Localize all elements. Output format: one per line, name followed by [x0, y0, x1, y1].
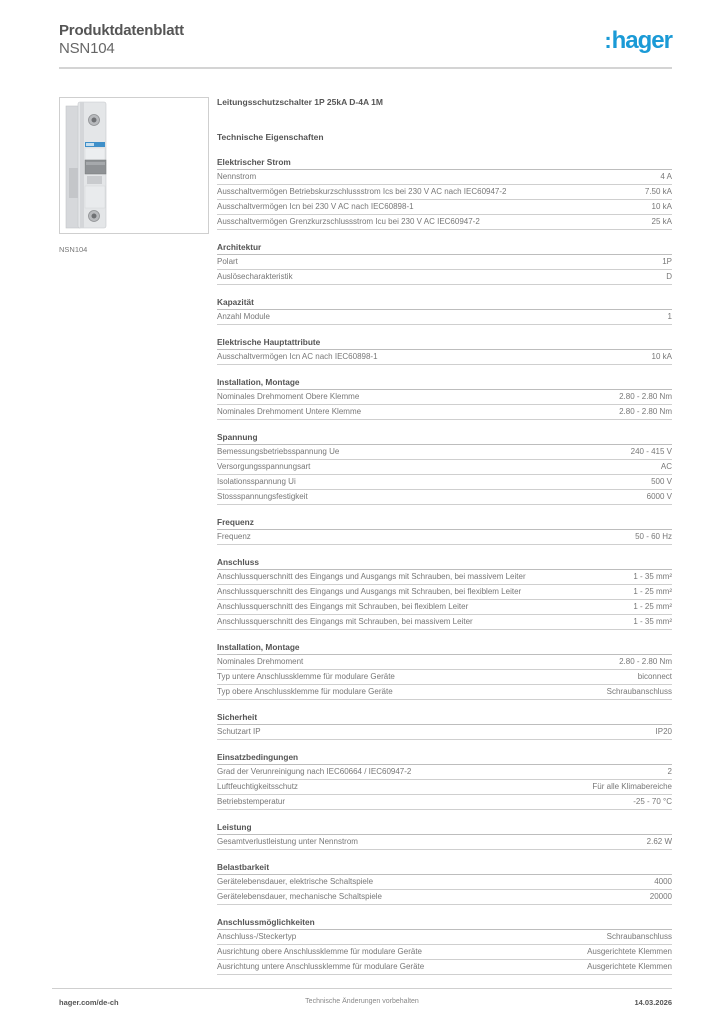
spec-label: Luftfeuchtigkeitsschutz: [217, 782, 298, 791]
logo-colon: :: [604, 28, 612, 53]
spec-row: [217, 255, 672, 270]
spec-value: 10 kA: [651, 202, 672, 211]
spec-content: [217, 96, 672, 975]
spec-row: [217, 570, 672, 585]
spec-value: 4 A: [660, 172, 672, 181]
section-title: Einsatzbedingungen: [217, 752, 672, 765]
spec-row: [217, 585, 672, 600]
spec-sections: [217, 157, 672, 975]
spec-row: [217, 795, 672, 810]
spec-row: [217, 445, 672, 460]
spec-section: [217, 917, 672, 975]
spec-row: [217, 270, 672, 285]
spec-value: Ausgerichtete Klemmen: [587, 947, 672, 956]
spec-value: 240 - 415 V: [630, 447, 672, 456]
logo-text: hager: [611, 27, 672, 54]
spec-row: [217, 890, 672, 905]
spec-row: [217, 460, 672, 475]
section-title: Belastbarkeit: [217, 862, 672, 875]
section-title: Installation, Montage: [217, 642, 672, 655]
spec-section: [217, 862, 672, 905]
technical-properties-heading: Technische Eigenschaften: [217, 132, 324, 142]
spec-value: 1: [667, 312, 672, 321]
spec-label: Anschlussquerschnitt des Eingangs mit Schrauben, bei massivem Leiter: [217, 617, 473, 626]
spec-label: Ausrichtung untere Anschlussklemme für modulare Geräte: [217, 962, 425, 971]
spec-value: 2: [667, 767, 672, 776]
spec-value: 25 kA: [651, 217, 672, 226]
spec-row: [217, 475, 672, 490]
spec-section: [217, 557, 672, 630]
spec-label: Betriebstemperatur: [217, 797, 286, 806]
spec-value: 2.80 - 2.80 Nm: [619, 392, 672, 401]
spec-row: [217, 835, 672, 850]
spec-value: 1 - 35 mm²: [633, 572, 672, 581]
section-title: Anschlussmöglichkeiten: [217, 917, 672, 930]
section-title: Elektrischer Strom: [217, 157, 672, 170]
spec-value: 1P: [662, 257, 672, 266]
circuit-breaker-icon: [60, 98, 208, 233]
spec-value: -25 - 70 °C: [633, 797, 672, 806]
section-title: Frequenz: [217, 517, 672, 530]
product-code: NSN104: [59, 40, 115, 57]
spec-label: Nominales Drehmoment: [217, 657, 304, 666]
spec-label: Versorgungsspannungsart: [217, 462, 311, 471]
spec-value: D: [666, 272, 672, 281]
section-title: Spannung: [217, 432, 672, 445]
spec-section: [217, 157, 672, 230]
spec-value: 2.80 - 2.80 Nm: [619, 407, 672, 416]
spec-label: Nominales Drehmoment Obere Klemme: [217, 392, 360, 401]
spec-row: [217, 655, 672, 670]
spec-label: Typ untere Anschlussklemme für modulare Geräte: [217, 672, 395, 681]
spec-row: [217, 960, 672, 975]
spec-label: Ausschaltvermögen Betriebskurzschlussstrom Ics bei 230 V AC nach IEC60947-2: [217, 187, 507, 196]
spec-label: Auslösecharakteristik: [217, 272, 293, 281]
spec-label: Isolationsspannung Ui: [217, 477, 296, 486]
spec-row: [217, 685, 672, 700]
spec-section: [217, 432, 672, 505]
document-type-title: Produktdatenblatt: [59, 22, 184, 39]
spec-row: [217, 765, 672, 780]
spec-section: [217, 822, 672, 850]
spec-value: 6000 V: [646, 492, 672, 501]
spec-value: 2.62 W: [646, 837, 672, 846]
spec-label: Stossspannungsfestigkeit: [217, 492, 308, 501]
spec-row: [217, 780, 672, 795]
footer-divider: [52, 988, 672, 989]
footer-disclaimer: Technische Änderungen vorbehalten: [305, 998, 419, 1005]
spec-label: Anschlussquerschnitt des Eingangs mit Schrauben, bei flexiblem Leiter: [217, 602, 469, 611]
product-image-caption: NSN104: [59, 245, 88, 254]
spec-row: [217, 615, 672, 630]
spec-section: [217, 712, 672, 740]
spec-value: AC: [660, 462, 672, 471]
spec-row: [217, 405, 672, 420]
footer-website-link[interactable]: hager.com/de-ch: [59, 998, 119, 1007]
hager-logo: [604, 27, 672, 55]
spec-value: Für alle Klimabereiche: [592, 782, 672, 791]
document-header: [59, 22, 184, 58]
spec-label: Gerätelebensdauer, mechanische Schaltspiele: [217, 892, 382, 901]
spec-row: [217, 725, 672, 740]
spec-label: Polart: [217, 257, 238, 266]
product-title: Leitungsschutzschalter 1P 25kA D-4A 1M: [217, 97, 383, 107]
spec-section: [217, 752, 672, 810]
spec-label: Ausschaltvermögen Icn bei 230 V AC nach IEC60898-1: [217, 202, 414, 211]
section-title: Architektur: [217, 242, 672, 255]
spec-row: [217, 670, 672, 685]
spec-row: [217, 310, 672, 325]
spec-row: [217, 215, 672, 230]
spec-row: [217, 490, 672, 505]
spec-label: Bemessungsbetriebsspannung Ue: [217, 447, 340, 456]
spec-label: Anschluss-/Steckertyp: [217, 932, 297, 941]
spec-value: Schraubanschluss: [606, 932, 672, 941]
spec-label: Ausrichtung obere Anschlussklemme für modulare Geräte: [217, 947, 422, 956]
spec-row: [217, 530, 672, 545]
spec-row: [217, 170, 672, 185]
spec-value: 2.80 - 2.80 Nm: [619, 657, 672, 666]
spec-value: 50 - 60 Hz: [635, 532, 672, 541]
spec-row: [217, 185, 672, 200]
spec-label: Typ obere Anschlussklemme für modulare Geräte: [217, 687, 393, 696]
spec-value: 1 - 25 mm²: [633, 602, 672, 611]
spec-value: 1 - 25 mm²: [633, 587, 672, 596]
spec-value: 20000: [649, 892, 672, 901]
spec-label: Anschlussquerschnitt des Eingangs und Ausgangs mit Schrauben, bei flexiblem Leiter: [217, 587, 522, 596]
spec-value: 500 V: [651, 477, 672, 486]
section-title: Anschluss: [217, 557, 672, 570]
spec-label: Anschlussquerschnitt des Eingangs und Ausgangs mit Schrauben, bei massivem Leiter: [217, 572, 526, 581]
spec-label: Anzahl Module: [217, 312, 270, 321]
header-divider: [59, 67, 672, 69]
footer-date: 14.03.2026: [634, 998, 672, 1007]
section-title: Kapazität: [217, 297, 672, 310]
spec-value: 7.50 kA: [644, 187, 672, 196]
spec-row: [217, 875, 672, 890]
spec-value: biconnect: [637, 672, 672, 681]
spec-label: Gerätelebensdauer, elektrische Schaltspiele: [217, 877, 374, 886]
spec-label: Ausschaltvermögen Grenzkurzschlussstrom Icu bei 230 V AC IEC60947-2: [217, 217, 480, 226]
spec-row: [217, 200, 672, 215]
spec-label: Nominales Drehmoment Untere Klemme: [217, 407, 362, 416]
spec-row: [217, 600, 672, 615]
spec-section: [217, 377, 672, 420]
spec-section: [217, 337, 672, 365]
product-image: [59, 97, 209, 234]
spec-label: Ausschaltvermögen Icn AC nach IEC60898-1: [217, 352, 378, 361]
spec-row: [217, 350, 672, 365]
spec-label: Nennstrom: [217, 172, 257, 181]
spec-row: [217, 390, 672, 405]
spec-value: IP20: [655, 727, 672, 736]
spec-section: [217, 642, 672, 700]
section-title: Sicherheit: [217, 712, 672, 725]
spec-label: Gesamtverlustleistung unter Nennstrom: [217, 837, 358, 846]
spec-value: 1 - 35 mm²: [633, 617, 672, 626]
spec-value: 10 kA: [651, 352, 672, 361]
section-title: Installation, Montage: [217, 377, 672, 390]
spec-row: [217, 945, 672, 960]
spec-section: [217, 297, 672, 325]
spec-section: [217, 242, 672, 285]
spec-row: [217, 930, 672, 945]
spec-section: [217, 517, 672, 545]
spec-value: 4000: [654, 877, 672, 886]
spec-label: Schutzart IP: [217, 727, 261, 736]
spec-value: Schraubanschluss: [606, 687, 672, 696]
section-title: Leistung: [217, 822, 672, 835]
section-title: Elektrische Hauptattribute: [217, 337, 672, 350]
spec-label: Frequenz: [217, 532, 251, 541]
spec-value: Ausgerichtete Klemmen: [587, 962, 672, 971]
spec-label: Grad der Verunreinigung nach IEC60664 / IEC60947-2: [217, 767, 412, 776]
